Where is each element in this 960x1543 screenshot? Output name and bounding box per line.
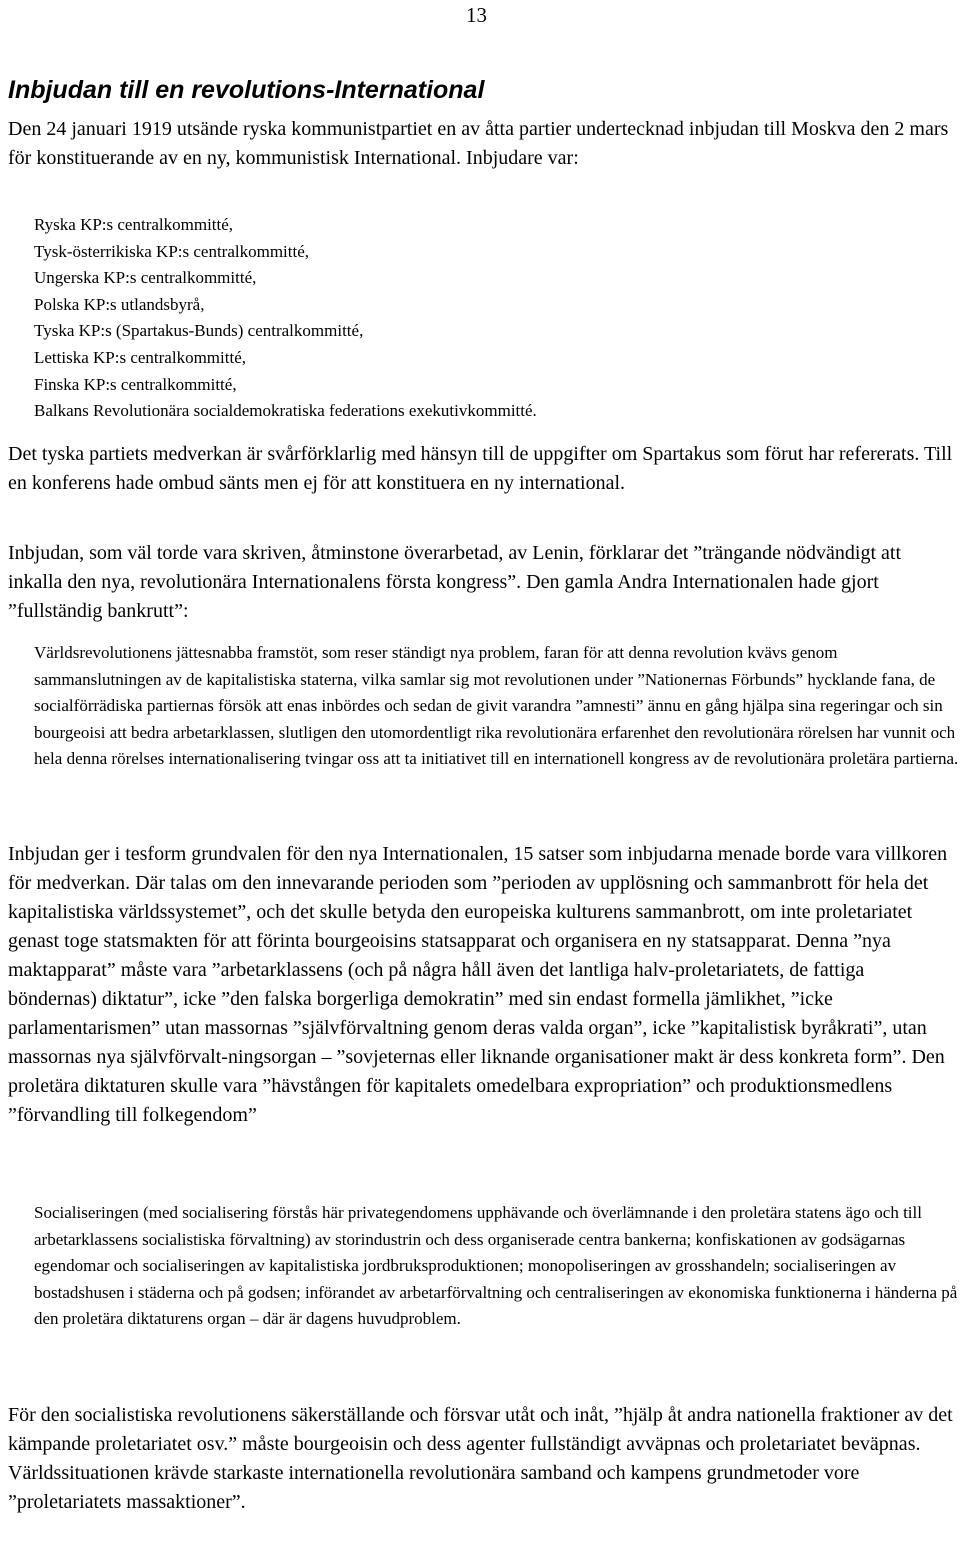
page-title: Inbjudan till en revolutions-International (8, 76, 485, 104)
list-item: Tysk-österrikiska KP:s centralkommitté, (34, 241, 310, 261)
paragraph-defense: För den socialistiska revolutionens säkerställande och försvar utåt och inåt, ”hjälp åt andra nationella fraktioner av det kämpande proletariatet osv.” måste bourgeoisin och dess agenter fullständigt avväpnas och proletariatet beväpnas. Världssituationen krävde starkaste internationella revolutionära samband och kampens grundmetoder vore ”proletariatets massaktioner”. (8, 1404, 953, 1513)
list-item: Ryska KP:s centralkommitté, (34, 215, 234, 234)
inviters-list (34, 212, 537, 425)
blockquote-socialization: Socialiseringen (med socialisering förstås här privategendomens upphävande och överlämnande i den proletära statens ägo och till arbetarklassens socialistiska förvaltning) av storindustrin och dess organiserade centra bankerna; konfiskationen av godsägarnas egendomar och socialiseringen av kapitalistiska jordbruksproduktionen; monopoliseringen av grosshandeln; socialiseringen av bostadshusen i städerna och på godsen; införandet av arbetarförvaltning och centraliseringen av ekonomiska funktionerna i händerna på den proletära diktaturens organ – där är dagens huvudproblem. (34, 1203, 958, 1328)
list-item: Ungerska KP:s centralkommitté, (34, 268, 257, 288)
paragraph-german-party: Det tyska partiets medverkan är svårförklarlig med hänsyn till de uppgifter om Spartakus som förut har refererats. Till en konferens hade ombud sänts men ej för att konstituera en ny international. (8, 443, 953, 494)
list-item: Balkans Revolutionära socialdemokratiska federations exekutivkommitté. (34, 401, 537, 421)
paragraph-theses: Inbjudan ger i tesform grundvalen för den nya Internationalen, 15 satser som inbjudarna menade borde vara villkoren för medverkan. Där talas om den innevarande perioden som ”perioden av upplösning och sammanbrott för hela det kapitalistiska världssystemet”, och det skulle betyda den europeiska kulturens sammanbrott, om inte proletariatet genast toge statsmakten för att förinta bourgeoisins statsapparat och organisera en ny statsapparat. Denna ”nya maktapparat” måste vara ”arbetarklassens (och på några håll även det lantliga halv-proletariatets, de fattiga böndernas) diktatur”, icke ”den falska borgerliga demokratin” med sin endast formella jämlikhet, ”icke parlamentarismen” utan massornas ”självförvaltning genom deras valda organ”, icke ”kapitalistisk byråkrati”, utan massornas nya självförvalt-ningsorgan – ”sovjeternas eller liknande organisationer makt är dess konkreta form”. Den proletära diktaturen skulle vara ”hävstången för kapitalets omedelbara expropriation” och produktionsmedlens ”förvandling till folkegendom” (8, 843, 948, 1126)
list-item: Tyska KP:s (Spartakus-Bunds) centralkommitté, (34, 321, 364, 341)
page-number: 13 (466, 3, 487, 27)
list-item: Polska KP:s utlandsbyrå, (34, 294, 205, 314)
paragraph-intro: Den 24 januari 1919 utsände ryska kommunistpartiet en av åtta partier undertecknad inbjudan till Moskva den 2 mars för konstituerande av en ny, kommunistisk International. Inbjudare var: (8, 118, 949, 169)
list-item: Finska KP:s centralkommitté, (34, 374, 237, 394)
paragraph-lenin-invitation: Inbjudan, som väl torde vara skriven, åtminstone överarbetad, av Lenin, förklarar det ”trängande nödvändigt att inkalla den nya, revolutionära Internationalens första kongress”. Den gamla Andra Internationalen hade gjort ”fullständig bankrutt”: (8, 542, 902, 622)
list-item: Lettiska KP:s centralkommitté, (34, 347, 246, 367)
blockquote-world-revolution: Världsrevolutionens jättesnabba framstöt, som reser ständigt nya problem, faran för att denna revolution kvävs genom sammanslutningen av de kapitalistiska staterna, vilka samlar sig mot revolutionen under ”Nationernas Förbunds” hycklande fana, de socialförrädiska partiernas försök att enas inbördes och sedan de givit varandra ”amnesti” ännu en gång hjälpa sina regeringar och sin bourgeoisi att bedra arbetarklassen, slutligen den utomordentligt rika revolutionära erfarenhet den revolutionära rörelsen har vunnit och hela denna rörelses internationalisering tvingar oss att ta initiativet till en internationell kongress av de revolutionära proletära partierna. (34, 643, 959, 768)
